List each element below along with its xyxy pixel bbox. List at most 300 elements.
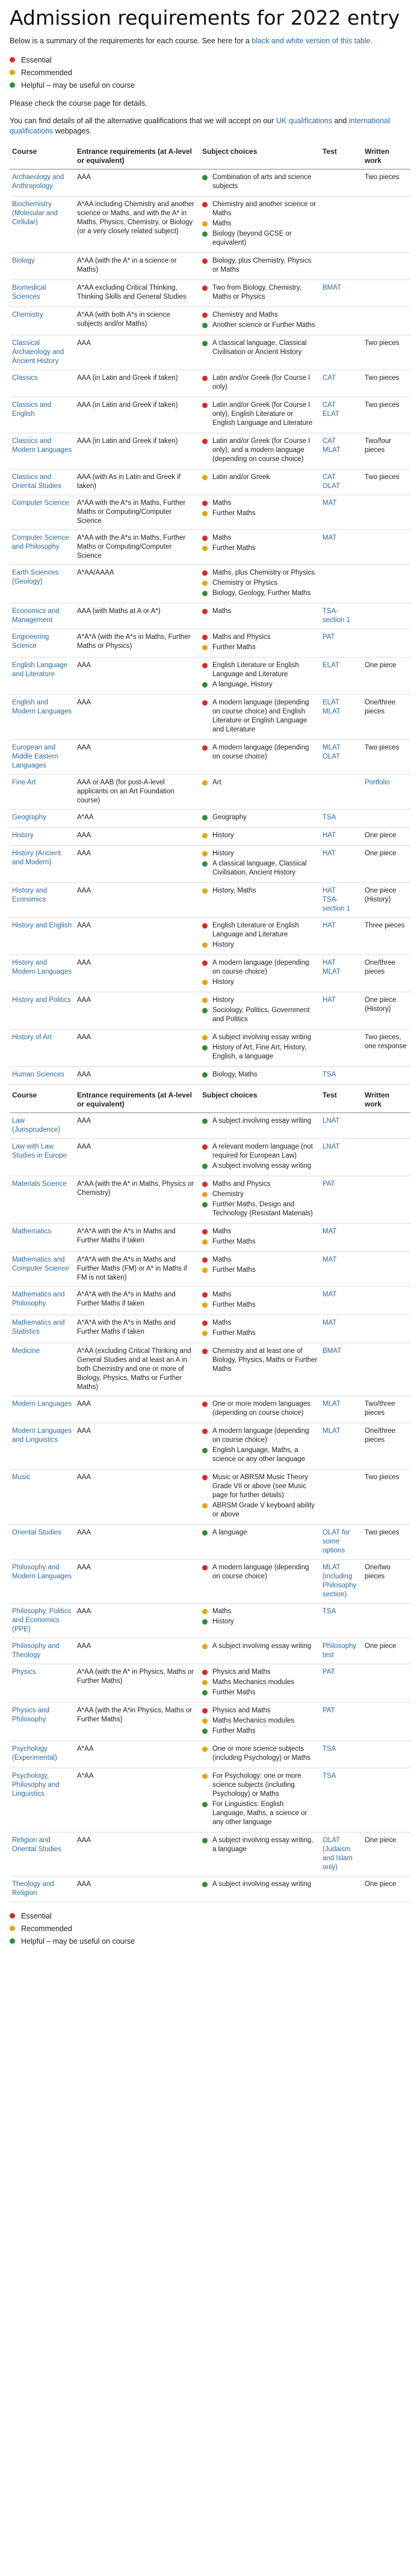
test-link[interactable]: HAT xyxy=(323,997,336,1004)
test-link[interactable]: HAT xyxy=(323,959,336,966)
course-link[interactable]: Psychology, Philosophy and Linguistics xyxy=(10,1768,75,1833)
test-link[interactable]: PAT xyxy=(323,1180,335,1188)
test-link[interactable]: HAT xyxy=(323,887,336,894)
test-link[interactable]: MAT xyxy=(323,499,337,507)
test-link[interactable]: MAT xyxy=(323,534,337,542)
test-link[interactable]: MAT xyxy=(323,1228,337,1235)
subject-choice xyxy=(202,284,318,302)
test-link[interactable]: BMAT xyxy=(323,284,342,291)
recommended-dot-icon xyxy=(202,1774,208,1779)
written-work[interactable]: Portfolio xyxy=(362,775,410,810)
entrance-requirements: AAA xyxy=(75,846,200,883)
course-link[interactable]: Classics and Oriental Studies xyxy=(10,469,75,495)
subject-choices xyxy=(200,1113,320,1139)
subject-choice xyxy=(202,1033,318,1042)
helpful-dot-icon xyxy=(202,815,208,820)
subject-choice xyxy=(202,1329,318,1338)
essential-dot-icon xyxy=(202,258,208,264)
course-link[interactable]: Philosophy and Modern Languages xyxy=(10,1560,75,1604)
subject-choice xyxy=(202,607,318,616)
test-link[interactable]: TSA xyxy=(323,1772,336,1780)
subject-choice-text: History, Maths xyxy=(212,887,256,894)
test-cell xyxy=(320,1224,362,1252)
course-link[interactable]: Archaeology and Anthropology xyxy=(10,169,75,197)
written-work: Two pieces xyxy=(362,335,410,370)
subject-choice xyxy=(202,661,318,679)
written-work xyxy=(362,1343,410,1396)
table-row xyxy=(10,1470,410,1525)
subject-choice-text: A relevant modern language (not required for European Law) xyxy=(212,1143,313,1159)
subject-choice-text: Further Maths xyxy=(212,510,256,517)
test-link[interactable]: OLAT xyxy=(323,753,341,760)
subject-choices xyxy=(200,197,320,253)
course-link[interactable]: History (Ancient and Modern) xyxy=(10,846,75,883)
course-link[interactable]: Biochemistry (Molecular and Cellular) xyxy=(10,197,75,253)
test-link[interactable]: HAT xyxy=(323,832,336,839)
subject-choice-text: Maths xyxy=(212,608,232,615)
essential-dot-icon xyxy=(202,1475,208,1480)
helpful-dot-icon xyxy=(202,1530,208,1536)
essential-dot-icon xyxy=(202,1670,208,1675)
table-row xyxy=(10,280,410,307)
table-row xyxy=(10,918,410,955)
subject-choice xyxy=(202,321,318,330)
subject-choices xyxy=(200,1224,320,1252)
col-written: Written work xyxy=(362,144,410,169)
subject-choice xyxy=(202,1070,318,1079)
test-link[interactable]: TSA xyxy=(323,1071,336,1078)
entrance-requirements: AAA xyxy=(75,1876,200,1902)
helpful-dot-icon xyxy=(202,341,208,346)
test-cell xyxy=(320,1030,362,1067)
test-link[interactable]: ELAT xyxy=(323,662,339,669)
subject-choice xyxy=(202,1180,318,1189)
essential-dot-icon xyxy=(202,1429,208,1434)
written-work: Two pieces xyxy=(362,740,410,775)
table-row xyxy=(10,846,410,883)
test-cell xyxy=(320,1833,362,1876)
subject-choice-text: Chemistry xyxy=(212,1191,244,1198)
subject-choices xyxy=(200,335,320,370)
subject-choice xyxy=(202,941,318,950)
subject-choice-text: ABRSM Grade V keyboard ability or above xyxy=(212,1502,315,1518)
course-link[interactable]: Fine Art xyxy=(10,775,75,810)
alt-qualifications-paragraph xyxy=(10,116,410,136)
entrance-requirements: A*AA (with the A* in Maths, Physics or Chemistry) xyxy=(75,1176,200,1224)
essential-dot-icon xyxy=(202,609,208,614)
entrance-requirements: A*AA xyxy=(75,810,200,828)
subject-choice xyxy=(202,1727,318,1736)
subject-choices xyxy=(200,1252,320,1287)
table-row xyxy=(10,1703,410,1741)
entrance-requirements: AAA or AAB (for post-A-level applicants on an Art Foundation course) xyxy=(75,775,200,810)
course-link[interactable]: Physics xyxy=(10,1664,75,1703)
course-link[interactable]: History and English xyxy=(10,918,75,955)
table-row xyxy=(10,1067,410,1085)
subject-choice-text: For Linguistics: English Language, Maths, a science or any other language xyxy=(212,1801,307,1826)
subject-choice xyxy=(202,1290,318,1299)
test-link[interactable]: ELAT xyxy=(323,411,339,418)
course-link[interactable]: Computer Science xyxy=(10,495,75,530)
written-work xyxy=(362,1604,410,1638)
course-link[interactable]: Classics and Modern Languages xyxy=(10,433,75,469)
helpful-dot-icon xyxy=(202,682,208,688)
legend-item xyxy=(10,53,410,66)
course-link[interactable]: Law with Law Studies in Europe xyxy=(10,1139,75,1176)
subject-choices xyxy=(200,1525,320,1560)
course-link[interactable]: Mathematics and Statistics xyxy=(10,1315,75,1343)
col-subjects: Subject choices xyxy=(200,144,320,169)
course-link[interactable]: Economics and Management xyxy=(10,603,75,629)
col-written: Written work xyxy=(362,1087,410,1113)
uk-qualifications-link[interactable]: UK qualifications xyxy=(276,117,332,125)
table-row xyxy=(10,1396,410,1423)
test-link[interactable]: MLAT xyxy=(323,1400,341,1408)
course-link[interactable]: Psychology (Experimental) xyxy=(10,1741,75,1768)
test-cell xyxy=(320,1525,362,1560)
table-row xyxy=(10,1030,410,1067)
course-link[interactable]: Mathematics and Computer Science xyxy=(10,1252,75,1287)
entrance-requirements: A*AA (with the A* in Physics, Maths or Further Maths) xyxy=(75,1664,200,1703)
course-link[interactable]: Modern Languages and Linguistics xyxy=(10,1423,75,1470)
entrance-requirements: AAA xyxy=(75,992,200,1030)
test-cell xyxy=(320,918,362,955)
subject-choice-text: A modern language (depending on course choice) and English Literature or English Language and Literature xyxy=(212,699,309,733)
course-link[interactable]: Religion and Oriental Studies xyxy=(10,1833,75,1876)
test-link[interactable]: OLAT for some options xyxy=(323,1529,350,1554)
course-link[interactable]: Earth Sciences (Geology) xyxy=(10,565,75,603)
test-link[interactable]: TSA-section 1 xyxy=(323,896,351,912)
table-row xyxy=(10,775,410,810)
helpful-dot-icon xyxy=(202,1838,208,1843)
entrance-requirements: AAA xyxy=(75,695,200,740)
written-work: One piece xyxy=(362,1638,410,1664)
subject-choice-text: Further Maths xyxy=(212,1301,256,1308)
entrance-requirements: AAA xyxy=(75,1638,200,1664)
subject-choice xyxy=(202,1501,318,1519)
intro-text: Below is a summary of the requirements for each course. See here for a xyxy=(10,37,252,45)
entrance-requirements: A*A*A with the A*s in Maths and Further Maths if taken xyxy=(75,1224,200,1252)
course-link[interactable]: Modern Languages xyxy=(10,1396,75,1423)
course-link[interactable]: History of Art xyxy=(10,1030,75,1067)
test-link[interactable]: Philosophy test xyxy=(323,1643,357,1659)
subject-choices xyxy=(200,629,320,658)
course-link[interactable]: Law (Jurisprudence) xyxy=(10,1113,75,1139)
test-cell xyxy=(320,370,362,397)
subject-choice xyxy=(202,1347,318,1374)
test-cell xyxy=(320,1664,362,1703)
subject-choice-text: Biology, plus Chemistry, Physics or Maths xyxy=(212,257,312,273)
test-link[interactable]: MLAT xyxy=(323,1427,341,1435)
test-link[interactable]: PAT xyxy=(323,1668,335,1676)
table-row xyxy=(10,1525,410,1560)
legend-item xyxy=(10,79,410,91)
subject-choice-text: A classical language, Classical Civilisation, Ancient History xyxy=(212,860,307,876)
course-link[interactable]: English and Modern Languages xyxy=(10,695,75,740)
table-row xyxy=(10,1139,410,1176)
essential-dot-icon xyxy=(202,635,208,640)
test-link[interactable]: OLAT xyxy=(323,483,341,490)
entrance-requirements: AAA xyxy=(75,169,200,197)
course-link[interactable]: Computer Science and Philosophy xyxy=(10,530,75,565)
essential-dot-icon xyxy=(202,663,208,668)
course-link[interactable]: Oriental Studies xyxy=(10,1525,75,1560)
table-row xyxy=(10,1224,410,1252)
test-cell xyxy=(320,992,362,1030)
entrance-requirements: A*AA (with the A*in Physics, Maths or Further Maths) xyxy=(75,1703,200,1741)
subject-choice xyxy=(202,643,318,652)
course-link[interactable]: Engineering Science xyxy=(10,629,75,658)
written-work xyxy=(362,1664,410,1703)
test-link[interactable]: LNAT xyxy=(323,1143,340,1150)
test-cell xyxy=(320,530,362,565)
test-link[interactable]: CAT xyxy=(323,401,336,409)
legend-label: Essential xyxy=(21,55,52,64)
subject-choice-text: Maths and Physics xyxy=(212,633,271,641)
test-link[interactable]: TSA xyxy=(323,1608,336,1615)
essential-dot-icon xyxy=(202,700,208,706)
subject-choices xyxy=(200,1876,320,1902)
subject-choice-text: Maths xyxy=(212,1228,232,1235)
subject-choice-text: Maths, plus Chemistry or Physics xyxy=(212,569,315,576)
test-cell xyxy=(320,603,362,629)
course-link[interactable]: History and Modern Languages xyxy=(10,955,75,992)
course-link[interactable]: Geography xyxy=(10,810,75,828)
subject-choice xyxy=(202,1717,318,1726)
test-link[interactable]: PAT xyxy=(323,633,335,641)
subject-choice xyxy=(202,534,318,543)
page-title: Admission requirements for 2022 entry xyxy=(10,6,400,29)
course-link[interactable]: Medicine xyxy=(10,1343,75,1396)
entrance-requirements: AAA xyxy=(75,828,200,846)
subject-choice-text: Chemistry and Maths xyxy=(212,311,278,319)
test-cell xyxy=(320,810,362,828)
subject-choice xyxy=(202,1266,318,1275)
helpful-dot-icon xyxy=(202,1690,208,1695)
written-work xyxy=(362,1703,410,1741)
entrance-requirements: A*AA with the A*s in Maths, Further Maths or Computing/Computer Science xyxy=(75,495,200,530)
test-link[interactable]: PAT xyxy=(323,1707,335,1714)
essential-dot-icon xyxy=(202,285,208,291)
essential-dot-icon xyxy=(202,1349,208,1354)
course-link[interactable]: Philosophy, Politics and Economics (PPE) xyxy=(10,1604,75,1638)
course-link[interactable]: History and Economics xyxy=(10,883,75,918)
test-cell xyxy=(320,565,362,603)
course-link[interactable]: Chemistry xyxy=(10,307,75,335)
course-link[interactable]: Classics xyxy=(10,370,75,397)
bw-version-link[interactable]: black and white version of this table. xyxy=(252,37,373,45)
subject-choices xyxy=(200,1604,320,1638)
subject-choices xyxy=(200,810,320,828)
course-link[interactable]: Physics and Philosophy xyxy=(10,1703,75,1741)
test-cell xyxy=(320,469,362,495)
written-work xyxy=(362,603,410,629)
written-work: One/three pieces xyxy=(362,955,410,992)
test-link[interactable]: MLAT (including Philosophy section) xyxy=(323,1564,357,1598)
course-link[interactable]: European and Middle Eastern Languages xyxy=(10,740,75,775)
subject-choice-text: Sociology, Politics, Government and Politics xyxy=(212,1007,310,1023)
course-link[interactable]: Mathematics and Philosophy xyxy=(10,1287,75,1315)
test-link[interactable]: CAT xyxy=(323,474,336,481)
table-row xyxy=(10,307,410,335)
subject-choice-text: A classical language, Classical Civilisation or Ancient History xyxy=(212,340,307,356)
subject-choices xyxy=(200,1176,320,1224)
subject-choice xyxy=(202,219,318,228)
subject-choice-text: History of Art, Fine Art, History, English, a language xyxy=(212,1044,307,1060)
table-row xyxy=(10,992,410,1030)
details-text-1: You can find details of all the alternative qualifications that we will accept on our xyxy=(10,117,276,125)
subject-choice-text: A language, History xyxy=(212,681,273,688)
details-text-2: and xyxy=(332,117,349,125)
subject-choice xyxy=(202,743,318,762)
subject-choice-text: Physics and Maths xyxy=(212,1707,271,1714)
test-link[interactable]: HAT xyxy=(323,922,336,929)
test-link[interactable]: BMAT xyxy=(323,1348,342,1355)
table-row xyxy=(10,695,410,740)
subject-choices xyxy=(200,740,320,775)
essential-dot-icon xyxy=(202,202,208,207)
test-link[interactable]: MLAT xyxy=(323,968,341,975)
test-cell xyxy=(320,1638,362,1664)
entrance-requirements: A*AA xyxy=(75,1768,200,1833)
course-link[interactable]: Classical Archaeology and Ancient History xyxy=(10,335,75,370)
subject-choice-text: Chemistry or Physics xyxy=(212,579,277,587)
test-link[interactable]: MAT xyxy=(323,1319,337,1326)
course-link[interactable]: Theology and Religion xyxy=(10,1876,75,1902)
entrance-requirements: AAA (with As in Latin and Greek if taken) xyxy=(75,469,200,495)
subject-choices xyxy=(200,775,320,810)
table-row xyxy=(10,530,410,565)
test-link[interactable]: LNAT xyxy=(323,1117,340,1125)
entrance-requirements: A*A*A with the A*s in Maths and Further Maths (FM) or A* in Maths if FM is not taken) xyxy=(75,1252,200,1287)
course-link[interactable]: History and Politics xyxy=(10,992,75,1030)
subject-choice-text: Biology, Maths xyxy=(212,1071,258,1078)
subject-choices xyxy=(200,1560,320,1604)
test-link[interactable]: TSA-section 1 xyxy=(323,608,351,624)
course-link[interactable]: Biology xyxy=(10,253,75,280)
test-link[interactable]: MAT xyxy=(323,1291,337,1298)
subject-choice xyxy=(202,921,318,939)
essential-dot-icon xyxy=(10,57,15,63)
helpful-dot-icon xyxy=(202,323,208,328)
subject-choices xyxy=(200,169,320,197)
test-link[interactable]: CAT xyxy=(323,438,336,445)
recommended-dot-icon xyxy=(202,546,208,551)
entrance-requirements: AAA xyxy=(75,1067,200,1085)
test-link[interactable]: MAT xyxy=(323,1256,337,1263)
test-cell xyxy=(320,740,362,775)
subject-choices xyxy=(200,1638,320,1664)
essential-dot-icon xyxy=(10,1913,15,1918)
written-work: One piece xyxy=(362,1833,410,1876)
essential-dot-icon xyxy=(202,1229,208,1235)
subject-choice xyxy=(202,1563,318,1581)
subject-choices xyxy=(200,603,320,629)
test-cell xyxy=(320,1604,362,1638)
written-work: One/two pieces xyxy=(362,1560,410,1604)
subject-choice xyxy=(202,959,318,977)
course-link[interactable]: Music xyxy=(10,1470,75,1525)
course-link[interactable]: Human Sciences xyxy=(10,1067,75,1085)
subject-choice xyxy=(202,859,318,877)
test-link[interactable]: TSA xyxy=(323,814,336,821)
course-link[interactable]: English Language and Literature xyxy=(10,658,75,695)
written-work xyxy=(362,1176,410,1224)
entrance-requirements: A*AA (excluding Critical Thinking and General Studies and at least an A in both Chemistry and one or more of Biology, Physics, Maths or Further Maths) xyxy=(75,1343,200,1396)
subject-choice xyxy=(202,1745,318,1763)
subject-choice-text: History xyxy=(212,978,234,986)
international-qualifications-link[interactable]: international qualifications xyxy=(10,117,390,135)
course-link[interactable]: Philosophy and Theology xyxy=(10,1638,75,1664)
test-cell xyxy=(320,1315,362,1343)
test-link[interactable]: MLAT xyxy=(323,447,341,454)
course-link[interactable]: History xyxy=(10,828,75,846)
test-link[interactable]: OLAT (Judaism and Islam only) xyxy=(323,1837,353,1871)
subject-choice xyxy=(202,1678,318,1687)
subject-choices xyxy=(200,307,320,335)
subject-choice xyxy=(202,1668,318,1677)
course-link[interactable]: Materials Science xyxy=(10,1176,75,1224)
subject-choices xyxy=(200,530,320,565)
subject-choice-text: Maths Mechanics modules xyxy=(212,1679,295,1686)
essential-dot-icon xyxy=(202,1144,208,1150)
written-work: One piece (History) xyxy=(362,883,410,918)
legend-label: Recommended xyxy=(21,68,72,77)
legend-top xyxy=(10,53,410,91)
essential-dot-icon xyxy=(202,1565,208,1570)
subject-choices xyxy=(200,1287,320,1315)
test-cell xyxy=(320,1876,362,1902)
subject-choice-text: English Literature or English Language and Literature xyxy=(212,922,299,938)
test-link[interactable]: ELAT xyxy=(323,699,339,706)
table-row xyxy=(10,1287,410,1315)
subject-choice xyxy=(202,1200,318,1218)
subject-choice xyxy=(202,1688,318,1697)
subject-choice-text: Biology (beyond GCSE or equivalent) xyxy=(212,230,292,246)
test-link[interactable]: MLAT xyxy=(323,708,341,715)
subject-choice xyxy=(202,311,318,320)
entrance-requirements: AAA xyxy=(75,740,200,775)
test-link[interactable]: HAT xyxy=(323,850,336,857)
subject-choices xyxy=(200,1741,320,1768)
test-cell xyxy=(320,169,362,197)
col-subjects: Subject choices xyxy=(200,1087,320,1113)
subject-choice-text: A language xyxy=(212,1529,247,1536)
subject-choice-text: Further Maths xyxy=(212,1238,256,1245)
test-link[interactable]: TSA xyxy=(323,1745,336,1753)
subject-choice xyxy=(202,1143,318,1161)
test-link[interactable]: CAT xyxy=(323,374,336,382)
recommended-dot-icon xyxy=(202,888,208,894)
essential-dot-icon xyxy=(202,403,208,408)
essential-dot-icon xyxy=(202,439,208,444)
subject-choice-text: One or more science subjects (including Psychology) or Maths xyxy=(212,1745,310,1762)
recommended-dot-icon xyxy=(202,1035,208,1040)
intro-paragraph xyxy=(10,36,410,46)
course-link[interactable]: Mathematics xyxy=(10,1224,75,1252)
test-cell xyxy=(320,846,362,883)
essential-dot-icon xyxy=(202,1402,208,1407)
recommended-dot-icon xyxy=(202,1747,208,1752)
test-link[interactable]: MLAT xyxy=(323,744,341,751)
essential-dot-icon xyxy=(202,536,208,541)
legend-item xyxy=(10,66,410,79)
course-link[interactable]: Classics and English xyxy=(10,397,75,433)
written-work xyxy=(362,530,410,565)
subject-choice xyxy=(202,831,318,840)
course-link[interactable]: Biomedical Sciences xyxy=(10,280,75,307)
subject-choice-text: Maths xyxy=(212,220,232,227)
